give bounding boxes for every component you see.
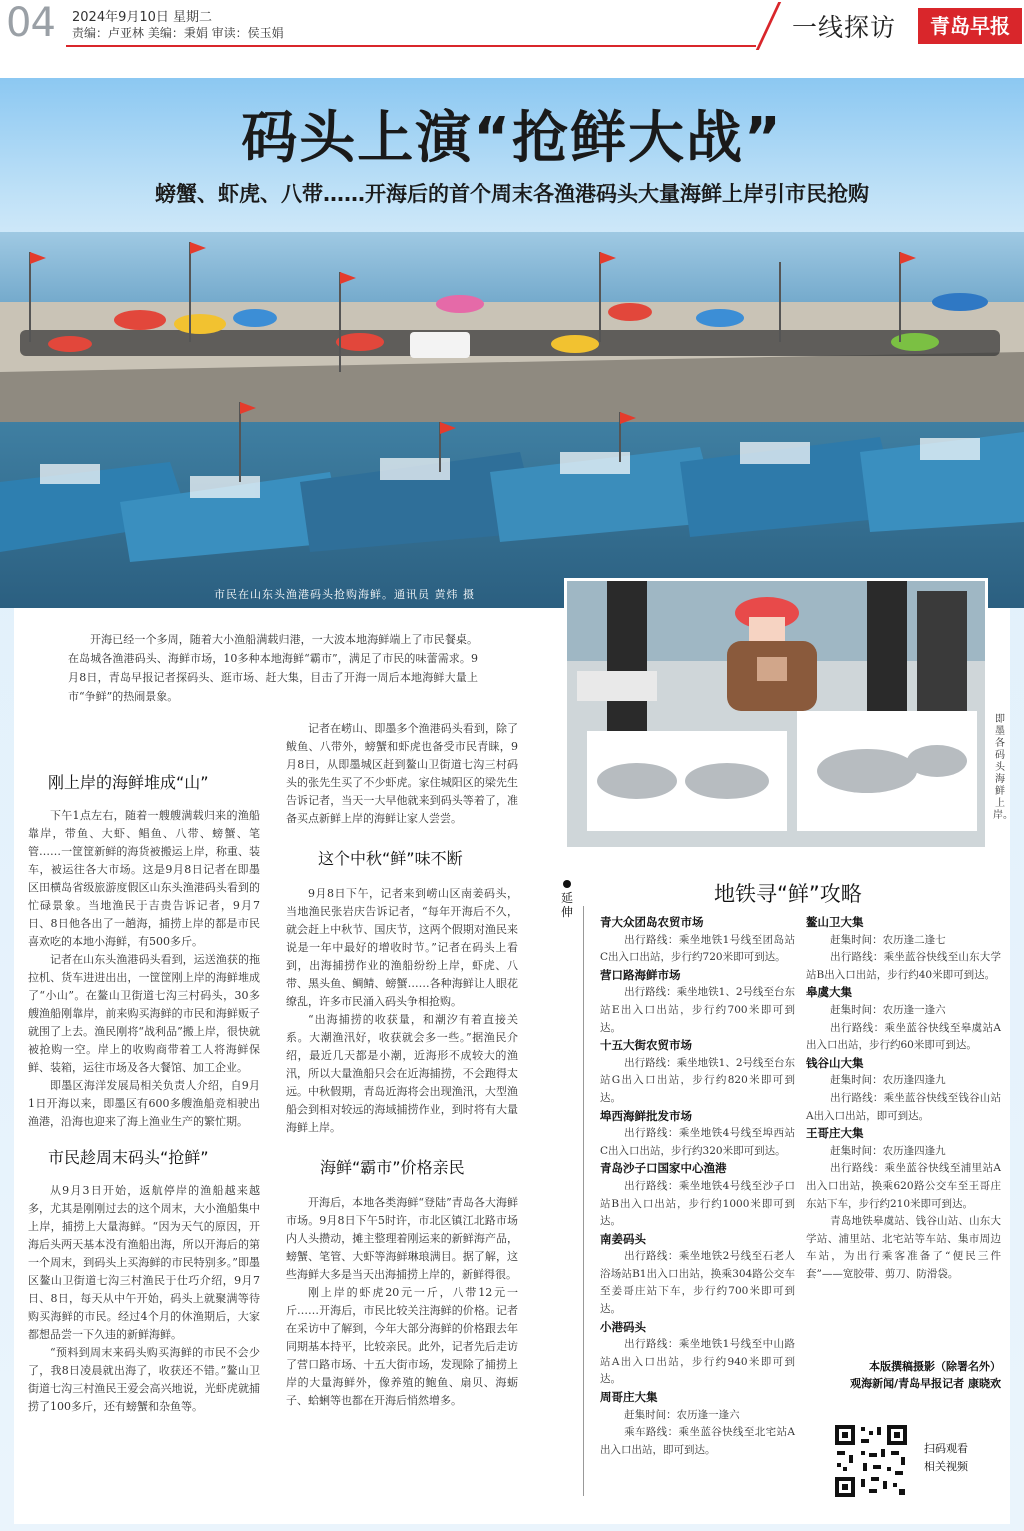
- article-column-1: [28, 770, 260, 1416]
- qr-text-line: 相关视频: [924, 1460, 968, 1473]
- paragraph: 记者在山东头渔港码头看到，运送渔获的拖拉机、货车进进出出，一筐筐刚上岸的海鲜堆成了“小山”。在鳌山卫街道七沟三村码头，30多艘渔船刚靠岸，前来购买海鲜的市民和海鲜贩子就围了上去。渔民刚将“战利品”搬上岸，很快就被抢购一空。岸上的收购商带着工人将海鲜保鲜、装箱，运往市场及各大餐馆、加工企业。: [28, 953, 260, 1074]
- credits-line: 观海新闻/青岛早报记者 康晓欢: [850, 1377, 1001, 1390]
- metro-stop-detail: 出行路线：乘坐蓝谷快线至钱谷山站A出入口出站，即可到达。: [806, 1091, 1001, 1122]
- qr-text-line: 扫码观看: [924, 1442, 968, 1455]
- extension-label: [560, 880, 574, 919]
- metro-stop-name: 南姜码头: [600, 1231, 646, 1246]
- metro-stop-detail: 赶集时间：农历逢一逢六: [830, 1003, 946, 1016]
- metro-stop-detail: 出行路线：乘坐蓝谷快线至浦里站A出入口出站，换乘620路公交车至王哥庄东站下车，步行约210米即可到达。: [806, 1162, 1001, 1210]
- metro-stop-detail: 赶集时间：农历逢一逢六: [624, 1408, 740, 1421]
- header-slash-divider: [741, 2, 781, 50]
- metro-stop-detail: 乘车路线：乘坐蓝谷快线至北宅站A出入口出站，即可到达。: [600, 1426, 795, 1456]
- metro-stop-detail: 出行路线：乘坐地铁2号线至石老人浴场站B1出入口出站，换乘304路公交车至姜哥庄站下车，步行约700米即可到达。: [600, 1250, 795, 1316]
- inset-photo: [564, 578, 988, 850]
- metro-stop-detail: 出行路线：乘坐地铁4号线至沙子口站B出入口出站，步行约1000米即可到达。: [600, 1179, 795, 1228]
- metro-stop-detail: 出行路线：乘坐地铁1、2号线至台东站E出入口出站，步行约700米即可到达。: [600, 986, 796, 1034]
- metro-stop-detail: 出行路线：乘坐蓝谷快线至皋虞站A出入口出站，步行约60米即可到达。: [806, 1021, 1001, 1052]
- metro-stop-name: 十五大街农贸市场: [600, 1038, 692, 1053]
- hero-photo: [0, 232, 1024, 608]
- paragraph: “出海捕捞的收获量，和潮汐有着直接关系。大潮渔汛好，收获就会多一些。”据渔民介绍，最近几天都是小潮，近海形不成较大的渔汛，所以大量渔船只会在近海捕捞，不会跑得太远。中秋假期，青岛近海将会出现渔汛，大型渔船会到相对较远的海域捕捞作业，到时将有大量海鲜上岸。: [286, 1013, 518, 1134]
- metro-stop-detail: 赶集时间：农历逢二逢七: [830, 933, 946, 946]
- paragraph: 开海后，本地各类海鲜“登陆”青岛各大海鲜市场。9月8日下午5时许，市北区镇江北路市场内人头攒动，摊主整理着刚运来的新鲜海产品，螃蟹、笔管、大虾等海鲜琳琅满目。据了解，这些海鲜大多是当天出海捕捞上岸的，新鲜得很。: [286, 1196, 518, 1281]
- paragraph: 即墨区海洋发展局相关负责人介绍，自9月1日开海以来，即墨区有600多艘渔船竞相驶出渔港，沿海也迎来了海上渔业生产的繁忙期。: [28, 1079, 260, 1128]
- newspaper-logo: 青岛早报: [918, 8, 1022, 44]
- section-heading-mid-autumn: 这个中秋“鲜”味不断: [318, 849, 463, 868]
- metro-stop-name: 营口路海鲜市场: [600, 967, 681, 982]
- metro-stop-name: 钱谷山大集: [806, 1055, 864, 1070]
- metro-stop-name: 王哥庄大集: [806, 1126, 864, 1141]
- article-column-2: [286, 720, 518, 1410]
- article-intro: 开海已经一个多周，随着大小渔船满载归港，一大波本地海鲜端上了市民餐桌。在岛城各渔港码头、海鲜市场，10多种本地海鲜“霸市”，满足了市民的味蕾需求。9月8日，青岛早报记者探码头、逛市场、赶大集，目击了开海一周后本地海鲜大量上市“争鲜”的热闹景象。: [68, 633, 478, 703]
- paragraph: 记者在崂山、即墨多个渔港码头看到，除了鲅鱼、八带外，螃蟹和虾虎也备受市民青睐，9月8日，从即墨城区赶到鳌山卫街道七沟三村码头的张先生买了不少虾虎。家住城阳区的梁先生告诉记者，当天一大早他就来到码头等着了，准备买点新鲜上岸的海鲜让家人尝尝。: [286, 722, 518, 825]
- paragraph: 9月8日下午，记者来到崂山区南姜码头，当地渔民张岩庆告诉记者，“每年开海后不久，就会赶上中秋节、国庆节，这两个假期对渔民来说是一年中最好的增收时节。”记者在码头上看到，出海捕捞作业的渔船纷纷上岸，虾虎、八带、黑头鱼、鲷鲭、螃蟹……各种海鲜让人眼花缭乱，许多市民涌入码头争相抢购。: [286, 887, 518, 1008]
- page-header: [0, 0, 1024, 52]
- credits: [806, 1358, 1001, 1392]
- paragraph: 从9月3日开始，返航停岸的渔船越来越多，尤其是刚刚过去的这个周末，大小渔船集中上岸，捕捞上大量海鲜。“因为天气的原因，开海后头两天基本没有渔船出海，所以开海后的第一个周末，到码头上买海鲜的市民特别多。”即墨区鳌山卫街道七沟三村渔民于仕巧介绍，9月7日、8日，每天从中午开始，码头上就聚满等待购买海鲜的市民。经过4个月的休渔期后，大家都想品尝一下久违的新鲜海鲜。: [28, 1184, 260, 1341]
- metro-stop-detail: 赶集时间：农历逢四逢九: [830, 1144, 946, 1157]
- article-subtitle: 螃蟹、虾虎、八带……开海后的首个周末各渔港码头大量海鲜上岸引市民抢购: [155, 182, 869, 206]
- section-heading-prices: 海鲜“霸市”价格亲民: [320, 1158, 465, 1177]
- metro-stop-name: 鳌山卫大集: [806, 915, 864, 929]
- bullet-dot-icon: [563, 880, 571, 888]
- header-rule: [66, 45, 756, 47]
- metro-guide-title: 地铁寻“鲜”攻略: [714, 882, 862, 906]
- credits-line: 本版撰稿摄影（除署名外）: [869, 1360, 1001, 1373]
- paragraph: “预料到周末来码头购买海鲜的市民不会少了，我8日凌晨就出海了，收获还不错。”鳌山卫街道七沟三村渔民王爱会高兴地说，光虾虎就捕捞了100多斤，还有螃蟹和杂鱼等。: [28, 1346, 260, 1413]
- metro-stop-name: 埠西海鲜批发市场: [600, 1108, 692, 1123]
- metro-divider: [583, 906, 584, 1496]
- paragraph: 下午1点左右，随着一艘艘满载归来的渔船靠岸，带鱼、大虾、鲳鱼、八带、螃蟹、笔管……一筐筐新鲜的海货被搬运上岸，称重、装车，被运往各大市场。这是9月8日记者在即墨区田横岛省级旅游度假区山东头渔港码头看到的忙碌景象。当地渔民于吉贵告诉记者，9月7日、8日他各出了一趟海，捕捞上岸的都是市民喜欢吃的本地小海鲜，有500多斤。: [28, 809, 260, 948]
- section-name: 一线探访: [792, 13, 897, 42]
- metro-stop-name: 皋虞大集: [806, 985, 852, 1000]
- metro-stop-name: 小港码头: [600, 1319, 646, 1334]
- metro-stop-detail: 赶集时间：农历逢四逢九: [830, 1074, 946, 1087]
- extension-label-text: 延伸: [560, 891, 573, 919]
- metro-stop-detail: 出行路线：乘坐地铁1号线至团岛站C出入口出站，步行约720米即可到达。: [600, 933, 795, 964]
- qr-text: [924, 1440, 968, 1476]
- metro-stop-detail: 出行路线：乘坐蓝谷快线至山东大学站B出入口出站，步行约40米即可到达。: [806, 951, 1001, 981]
- section-heading-weekend-rush: 市民趁周末码头“抢鲜”: [48, 1148, 209, 1167]
- metro-list-right: [806, 914, 1001, 1283]
- editors-line: 责编：卢亚林 美编：秉娟 审读：侯玉娟: [72, 26, 284, 40]
- article-title: 码头上演“抢鲜大战”: [241, 106, 783, 171]
- metro-stop-detail: 青岛地铁皋虞站、钱谷山站、山东大学站、浦里站、北宅站等车站、集市周边车站，为出行乘客准备了“便民三件套”——宽胶带、剪刀、防滑袋。: [806, 1215, 1001, 1280]
- metro-stop-name: 青岛沙子口国家中心渔港: [600, 1161, 727, 1176]
- paragraph: 刚上岸的虾虎20元一斤，八带12元一斤……开海后，市民比较关注海鲜的价格。记者在采访中了解到，今年大部分海鲜的价格跟去年同期基本持平，比较亲民。此外，记者先后走访了营口路市场、十五大街市场，发现除了捕捞上岸的大量海鲜外，像养殖的鲍鱼、扇贝、海蛎子、蛤蜊等也都在开海后悄然增多。: [286, 1286, 518, 1407]
- metro-list-left: [600, 914, 795, 1459]
- metro-stop-detail: 出行路线：乘坐地铁4号线至埠西站C出入口出站，步行约320米即可到达。: [600, 1127, 795, 1157]
- section-heading-fresh-pile: 刚上岸的海鲜堆成“山”: [48, 773, 209, 792]
- metro-stop-name: 周哥庄大集: [600, 1390, 658, 1405]
- qr-code-icon[interactable]: [833, 1423, 909, 1499]
- metro-stop-detail: 出行路线：乘坐地铁1、2号线至台东站G出入口出站，步行约820米即可到达。: [600, 1056, 796, 1104]
- page-number: 04: [6, 0, 55, 46]
- metro-stop-name: 青大众团岛农贸市场: [600, 915, 704, 929]
- hero-caption: 市民在山东头渔港码头抢购海鲜。通讯员 黄炜 摄: [214, 588, 475, 601]
- date-line: 2024年9月10日 星期二: [72, 10, 213, 25]
- inset-caption: 即墨各码头海鲜上岸。: [993, 714, 1013, 821]
- metro-stop-detail: 出行路线：乘坐地铁1号线至中山路站A出入口出站，步行约940米即可到达。: [600, 1338, 795, 1386]
